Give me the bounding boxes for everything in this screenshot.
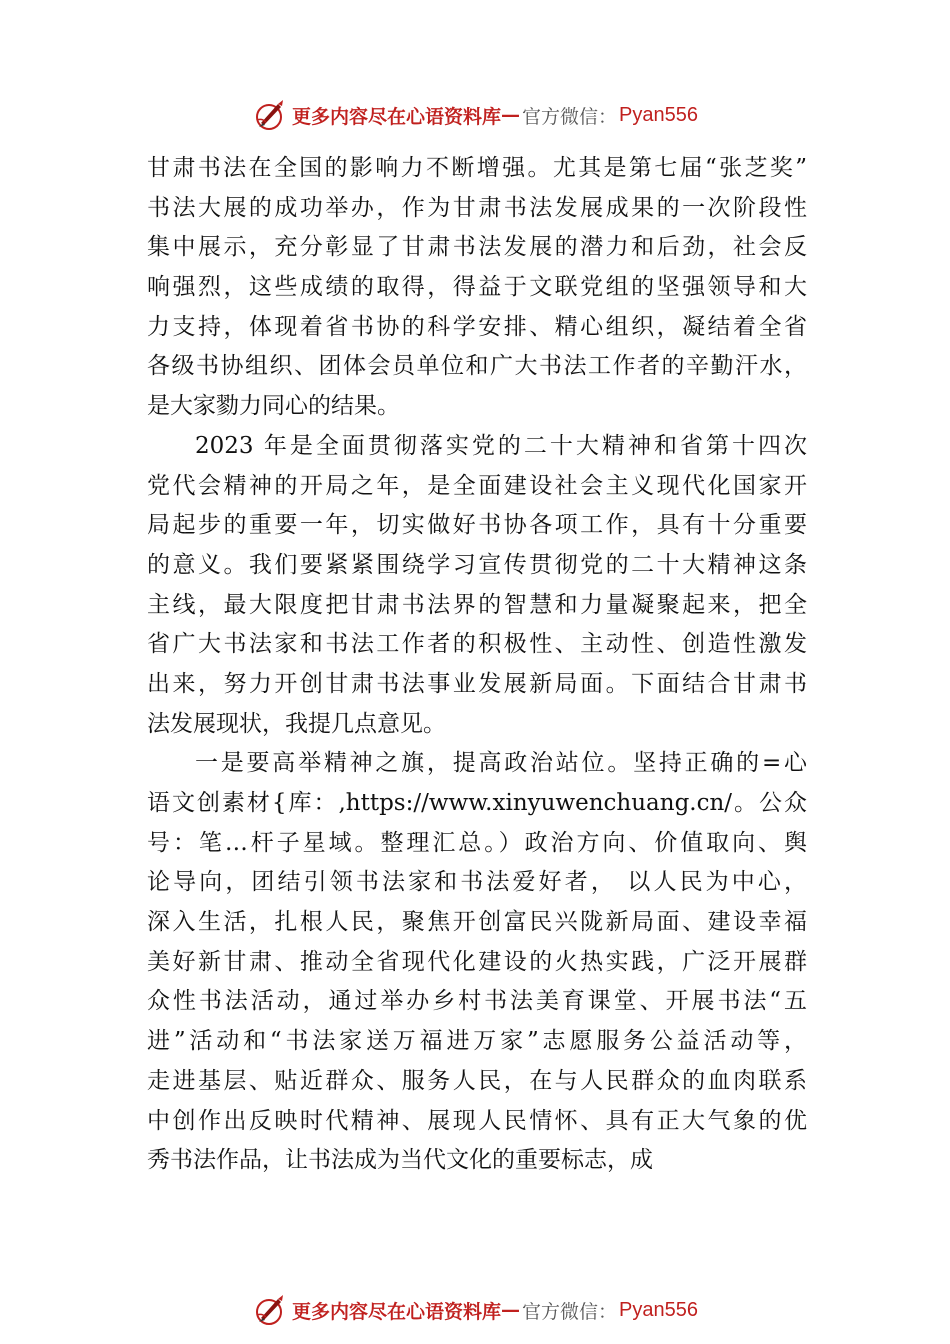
body-line: 法发展现状，我提几点意见。 (147, 710, 446, 737)
header-banner-text: 更多内容尽在心语资料库 (292, 105, 502, 128)
body-line: 省广大书法家和书法工作者的积极性、主动性、创造性激发 (147, 631, 807, 658)
body-line: 集中展示，充分彰显了甘肃书法发展的潜力和后劲，社会反 (147, 234, 807, 261)
header-wechat-label: 官方微信： (522, 105, 618, 128)
header-separator: — (501, 104, 521, 126)
footer-wechat-id: Pyan556 (619, 1298, 698, 1321)
body-line: 秀书法作品，让书法成为当代文化的重要标志，成 (147, 1147, 653, 1174)
body-line: 甘肃书法在全国的影响力不断增强。尤其是第七届“张芝奖” (147, 155, 807, 181)
header-banner (0, 95, 950, 135)
body-line: 响强烈，这些成绩的取得，得益于文联党组的坚强领导和大 (147, 274, 807, 301)
body-line: 局起步的重要一年，切实做好书协各项工作，具有十分重要 (147, 512, 807, 539)
body-line: 书法大展的成功举办，作为甘肃书法发展成果的一次阶段性 (147, 194, 807, 221)
body-line: 党代会精神的开局之年，是全面建设社会主义现代化国家开 (147, 472, 807, 499)
body-line: 进”活动和“书法家送万福进万家”志愿服务公益活动等， (147, 1028, 807, 1055)
body-line: 是大家勠力同心的结果。 (147, 393, 400, 420)
body-line: 各级书协组织、团体会员单位和广大书法工作者的辛勤汗水， (147, 353, 807, 380)
body-line: 美好新甘肃、推动全省现代化建设的火热实践，广泛开展群 (147, 948, 807, 975)
body-line: 力支持，体现着省书协的科学安排、精心组织，凝结着全省 (147, 313, 807, 340)
body-line: 深入生活，扎根人民，聚焦开创富民兴陇新局面、建设幸福 (147, 909, 807, 936)
body-line: 主线，最大限度把甘肃书法界的智慧和力量凝聚起来，把全 (147, 591, 807, 618)
body-line: 走进基层、贴近群众、服务人民，在与人民群众的血肉联系 (147, 1067, 807, 1094)
body-line: 2023 年是全面贯彻落实党的二十大精神和省第十四次 (195, 432, 807, 459)
body-line: 论导向，团结引领书法家和书法爱好者， 以人民为中心， (147, 869, 807, 896)
footer-separator: — (501, 1299, 521, 1321)
header-wechat-id: Pyan556 (619, 103, 698, 126)
body-line: 号：笔…杆子星域。整理汇总。）政治方向、价值取向、舆 (147, 829, 807, 856)
document-body (147, 149, 807, 1181)
quill-pen-logo-icon (252, 98, 286, 132)
body-line: 众性书法活动，通过举办乡村书法美育课堂、开展书法“五 (147, 988, 807, 1015)
footer-banner-text: 更多内容尽在心语资料库 (292, 1300, 502, 1323)
footer-banner (0, 1290, 950, 1330)
body-line: 出来，努力开创甘肃书法事业发展新局面。下面结合甘肃书 (147, 670, 807, 697)
body-line: 一是要高举精神之旗，提高政治站位。坚持正确的=心 (195, 750, 807, 777)
body-line: 的意义。我们要紧紧围绕学习宣传贯彻党的二十大精神这条 (147, 551, 807, 578)
footer-wechat-label: 官方微信： (522, 1300, 618, 1323)
body-line: 语文创素材{库：,https://www.xinyuwenchuang.cn/。公众 (147, 790, 807, 816)
body-line: 中创作出反映时代精神、展现人民情怀、具有正大气象的优 (147, 1107, 807, 1134)
quill-pen-logo-icon (252, 1293, 286, 1327)
